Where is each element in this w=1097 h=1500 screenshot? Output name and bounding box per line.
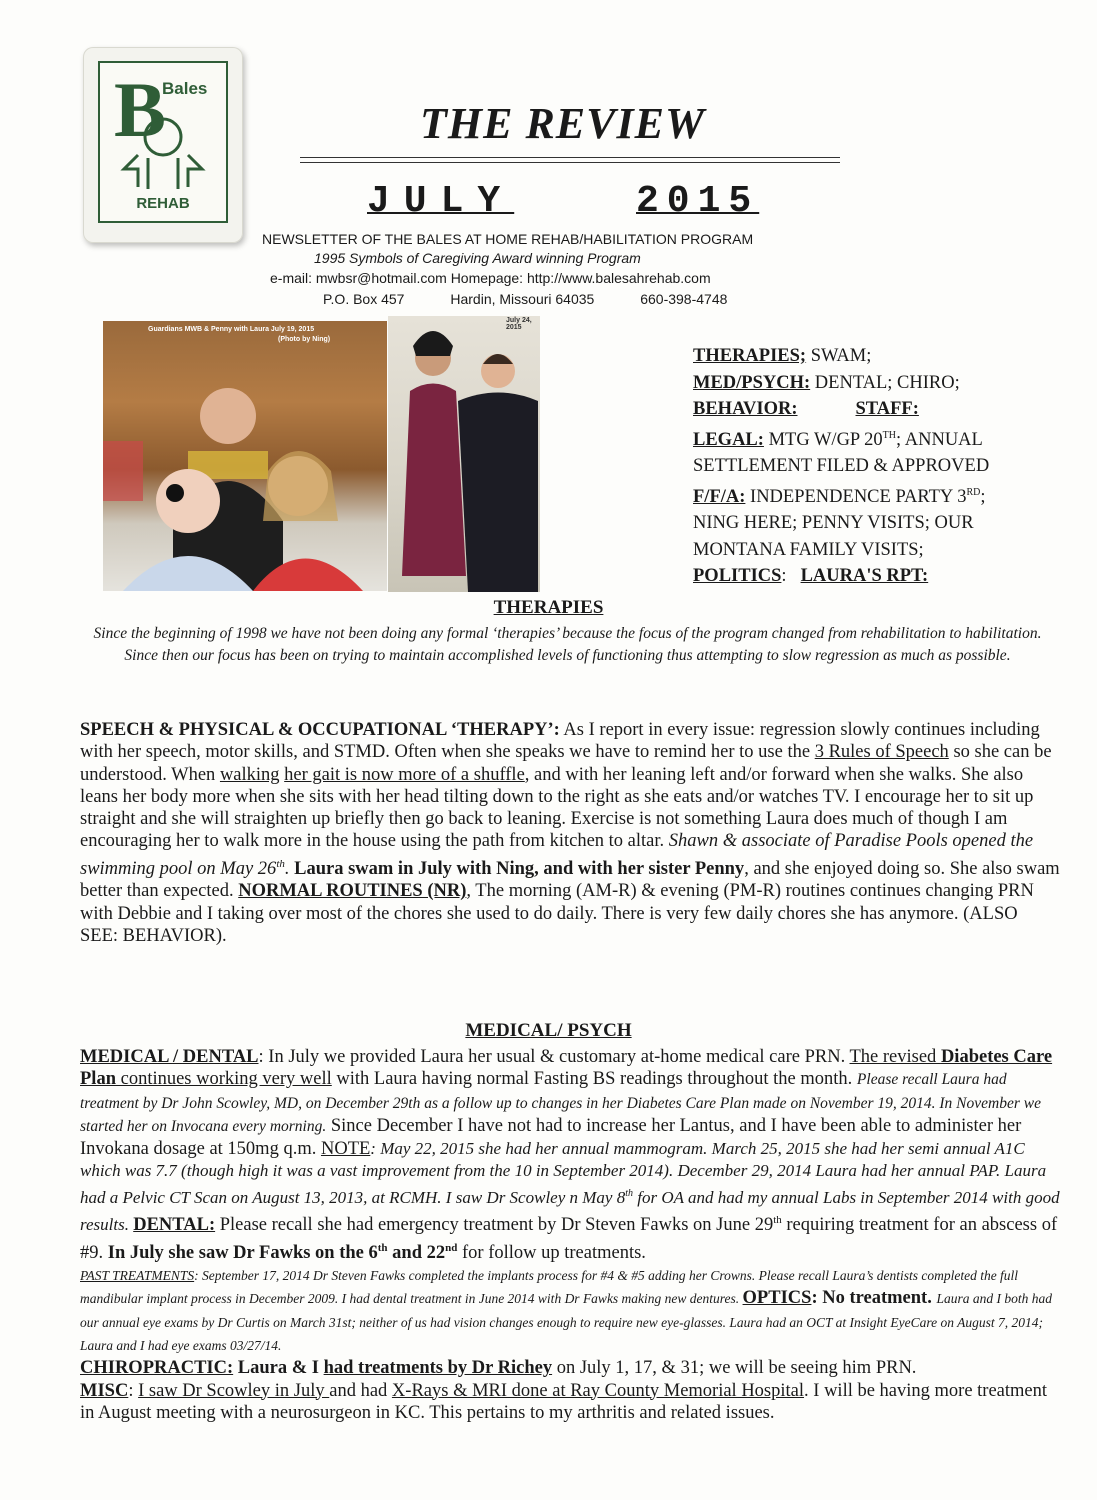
person-arms-icon	[118, 103, 208, 193]
couple-photo	[388, 316, 540, 592]
title-rule-top	[300, 157, 840, 158]
contact-line: e-mail: mwbsr@hotmail.com Homepage: http://www.balesahrehab.com	[270, 270, 711, 286]
po-box: P.O. Box 457	[323, 291, 405, 307]
newsletter-title: THE REVIEW	[420, 99, 706, 148]
summary-legal-2: SETTLEMENT FILED & APPROVED	[693, 456, 990, 477]
logo-rehab: REHAB	[136, 195, 190, 212]
title-rule-bottom	[300, 162, 840, 163]
address-line	[323, 291, 727, 307]
award-line: 1995 Symbols of Caregiving Award winning Program	[314, 250, 641, 266]
bales-logo	[83, 47, 243, 243]
couple-photo-figures	[388, 316, 540, 592]
logo-letter: B	[114, 66, 167, 153]
logo-brand: Bales	[162, 79, 208, 98]
issue-year: 2015	[636, 180, 760, 223]
photo-credit: (Photo by Ning)	[278, 336, 331, 343]
summary-med: MED/PSYCH: DENTAL; CHIRO;	[693, 372, 960, 393]
medical-paragraph: MEDICAL / DENTAL: In July we provided Laura her usual & customary at-home medical care PRN. The revised Diabetes Care Plan continues working very well with Laura having normal Fasting BS readings throughout the month. Please recall Laura had treatment by Dr John Scowley, MD, on December 29th as a follow up to changes in her Diabetes Care Plan made on November 19, 2014. In November we started her on Invocana every morning. Since December I have not had to increase her Lantus, and I have been able to administer her Invokana dosage at 150mg q.m. NOTE: May 22, 2015 she had her annual mammogram. March 25, 2015 she had her semi annual A1C which was 7.7 (though high it was a vast improvement from the 10 in September 2014). December 29, 2014 Laura had her annual PAP. Laura had a Pelvic CT Scan on August 13, 2013, at RCMH. I saw Dr Scowley n May 8th for OA and had my annual Labs in September 2014 with good results. DENTAL: Please recall she had emergency treatment by Dr Steven Fawks on June 29th requiring treatment for an abscess of #9. In July she saw Dr Fawks on the 6th and 22nd for follow up treatments. PAST TREATMENTS: September 17, 2014 Dr Steven Fawks completed the implants process for #4 & #5 adding her Crowns. Please recall Laura’s dentists completed the full mandibular implant process in December 2009. I had dental treatment in June 2014 with Dr Fawks making new dentures. OPTICS: No treatment. Laura and I both had our annual eye exams by Dr Curtis on March 31st; neither of us had vision changes enough to require new eye-glasses. Laura had an OCT at Insight EyeCare on August 7, 2014; Laura and I had eye exams 03/27/14. CHIROPRACTIC: Laura & I had treatments by Dr Richey on July 1, 17, & 31; we will be seeing him PRN. MISC: I saw Dr Scowley in July and had X-Rays & MRI done at Ray County Memorial Hospital. I will be having more treatment in August meeting with a neurosurgeon in KC. This pertains to my arthritis and related issues.	[80, 1047, 1060, 1423]
phone: 660-398-4748	[640, 291, 728, 307]
issue-month: JULY	[367, 180, 515, 223]
family-photo	[103, 321, 387, 591]
photo-date: July 24, 2015	[506, 317, 532, 331]
photo-caption: Guardians MWB & Penny with Laura July 19, 2015	[148, 326, 315, 333]
summary-ffa-3: MONTANA FAMILY VISITS;	[693, 539, 924, 560]
newsletter-subtitle: NEWSLETTER OF THE BALES AT HOME REHAB/HABILITATION PROGRAM	[262, 231, 754, 247]
speech-paragraph: SPEECH & PHYSICAL & OCCUPATIONAL ‘THERAPY’: As I report in every issue: regression slowly continues including with her speech, motor skills, and STMD. Often when she speaks we have to remind her to use the 3 Rules of Speech so she can be understood. When walking her gait is now more of a shuffle, and with her leaning left and/or forward when she walks. She also leans her body more when she sits with her head tilting down to the right as she eats and/or watches TV. I encourage her to sit up straight and she will straighten up briefly then go back to leaning. Exercise is not something Laura does much of though I am encouraging her to walk more in the house using the path from kitchen to altar. Shawn & associate of Paradise Pools opened the swimming pool on May 26th. Laura swam in July with Ning, and with her sister Penny, and she enjoyed doing so. She also swam better than expected. NORMAL ROUTINES (NR), The morning (AM-R) & evening (PM-R) routines continues changing PRN with Debbie and I taking over most of the chores she used to do daily. There is very few daily chores she has anymore. (ALSO SEE: BEHAVIOR).	[80, 720, 1060, 946]
city: Hardin, Missouri 64035	[450, 291, 595, 307]
therapies-heading: THERAPIES	[493, 597, 604, 618]
summary-politics: POLITICS: LAURA'S RPT:	[693, 566, 929, 587]
summary-ffa: F/F/A: INDEPENDENCE PARTY 3RD;	[693, 486, 986, 507]
issue-summary	[693, 343, 1073, 590]
summary-behavior: BEHAVIOR: STAFF:	[693, 399, 919, 419]
summary-therapies: THERAPIES; SWAM;	[693, 346, 872, 366]
therapies-intro: Since the beginning of 1998 we have not been doing any formal ‘therapies’ because the focus of the program changed from rehabilitation to habilitation. Since then our focus has been on trying to maintain accomplished levels of functioning thus attempting to slow regression as much as possible.	[93, 625, 1042, 664]
summary-ffa-2: NING HERE; PENNY VISITS; OUR	[693, 513, 974, 534]
family-photo-figures	[103, 321, 387, 591]
summary-legal: LEGAL: MTG W/GP 20TH; ANNUAL	[693, 429, 983, 450]
medical-heading: MEDICAL/ PSYCH	[465, 1020, 632, 1041]
